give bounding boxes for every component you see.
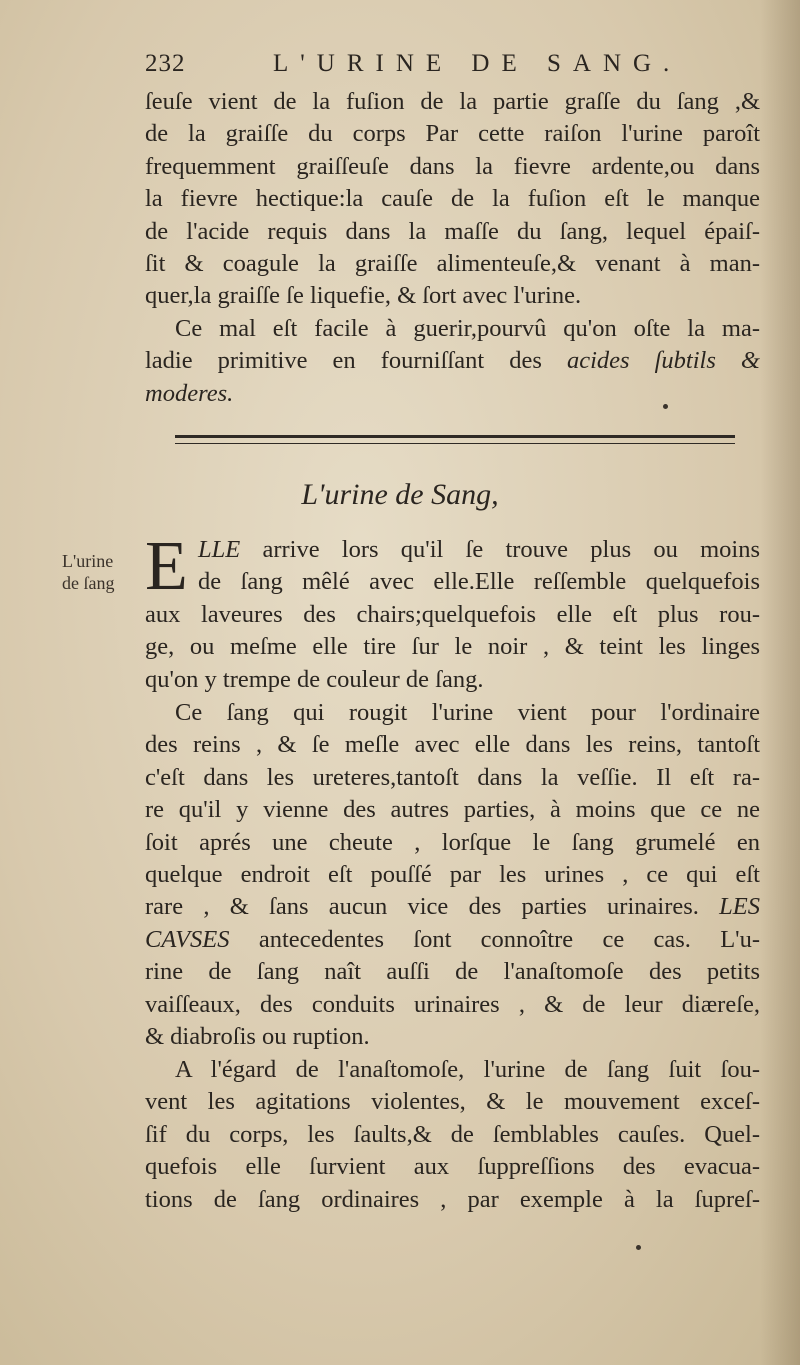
text-line: de l'acide requis dans la maſſe du ſang, lequel épaiſ- [145,217,760,245]
page-number: 232 [145,50,186,77]
text-line: c'eſt dans les ureteres,tantoſt dans la veſſie. Il eſt ra- [145,763,760,791]
text-line: des reins , & ſe meſle avec elle dans les reins, tantoſt [145,731,760,759]
text-line: ſoit aprés une cheute , lorſque le ſang grumelé en [145,828,760,856]
text-segment: antecedentes ſont connoître ce cas. L'u- [258,925,760,953]
text-line: quer,la graiſſe ſe liquefie, & ſort avec l'urine. [145,282,582,310]
section-paragraph [145,599,760,696]
text-line: ſit & coagule la graiſſe alimenteuſe,& venant à man- [145,250,760,278]
text-line: Ce ſang qui rougit l'urine vient pour l'ordinaire [175,699,760,726]
second-paragraph [145,313,760,410]
text-line: A l'égard de l'anaſtomoſe, l'urine de ſang ſuit ſou- [175,1056,760,1083]
ink-speck [663,404,668,409]
italic-segment: LES [719,893,760,921]
margin-note [62,550,114,594]
text-segment: arrive lors qu'il ſe trouve plus ou moins [262,536,760,563]
running-title: L'URINE DE SANG. [273,50,682,77]
section-rule [175,435,735,444]
section-first-line [198,534,760,599]
text-line: quelque endroit eſt pouſſé par les urines , ce qui eſt [145,861,760,889]
text-line: frequemment graiſſeuſe dans la fievre ardente,ou dans [145,152,760,180]
text-line: ſeuſe vient de la fuſion de la partie graſſe du ſang ,& [145,88,760,115]
text-line: re qu'il y vienne des autres parties, à moins que ce ne [145,796,760,824]
italic-segment: CAVSES [145,925,230,953]
italic-segment: acides ſubtils & [566,347,760,375]
text-line: Ce mal eſt facile à guerir,pourvû qu'on oſte la ma- [175,315,760,342]
fourth-paragraph [145,1054,760,1216]
text-line [198,534,760,566]
text-line: & diabroſis ou ruption. [145,1023,370,1051]
drop-cap: E [145,528,188,605]
page-gutter-shadow [760,0,800,1365]
text-line: qu'on y trempe de couleur de ſang. [145,665,484,693]
text-line: moderes. [145,379,234,407]
text-line: tions de ſang ordinaires , par exemple à la ſupreſ- [145,1185,760,1213]
text-segment: rare , & ſans aucun vice des parties urinaires. [145,893,699,921]
margin-note-line: L'urine [62,551,114,571]
text-line: ſif du corps, les ſaults,& de ſemblables cauſes. Quel- [145,1120,760,1148]
text-line: de la graiſſe du corps Par cette raiſon l'urine paroît [145,120,760,148]
italic-segment: LLE [198,536,241,563]
text-line: vent les agitations violentes, & le mouvement exceſ- [145,1088,760,1116]
text-segment: ladie primitive en fourniſſant des [145,347,542,375]
text-line: la fievre hectique:la cauſe de la fuſion eſt le manque [145,185,760,213]
ink-speck [636,1245,641,1250]
page-header [145,50,745,90]
text-line: rine de ſang naît auſſi de l'anaſtomoſe des petits [145,958,760,986]
text-line: ge, ou meſme elle tire ſur le noir , & teint les linges [145,633,760,661]
top-paragraph [145,86,760,313]
text-line: aux laveures des chairs;quelquefois elle eſt plus rou- [145,601,760,628]
third-paragraph [145,697,760,1053]
text-line [145,924,760,956]
text-line: quefois elle ſurvient aux ſuppreſſions des evacua- [145,1153,760,1181]
text-line: de ſang mêlé avec elle.Elle reſſemble quelquefois [198,568,760,596]
text-line: vaiſſeaux, des conduits urinaires , & de leur diæreſe, [145,990,760,1018]
text-line [145,345,760,377]
text-line [145,891,760,923]
margin-note-line: de ſang [62,573,115,593]
section-title: L'urine de Sang, [301,478,499,511]
